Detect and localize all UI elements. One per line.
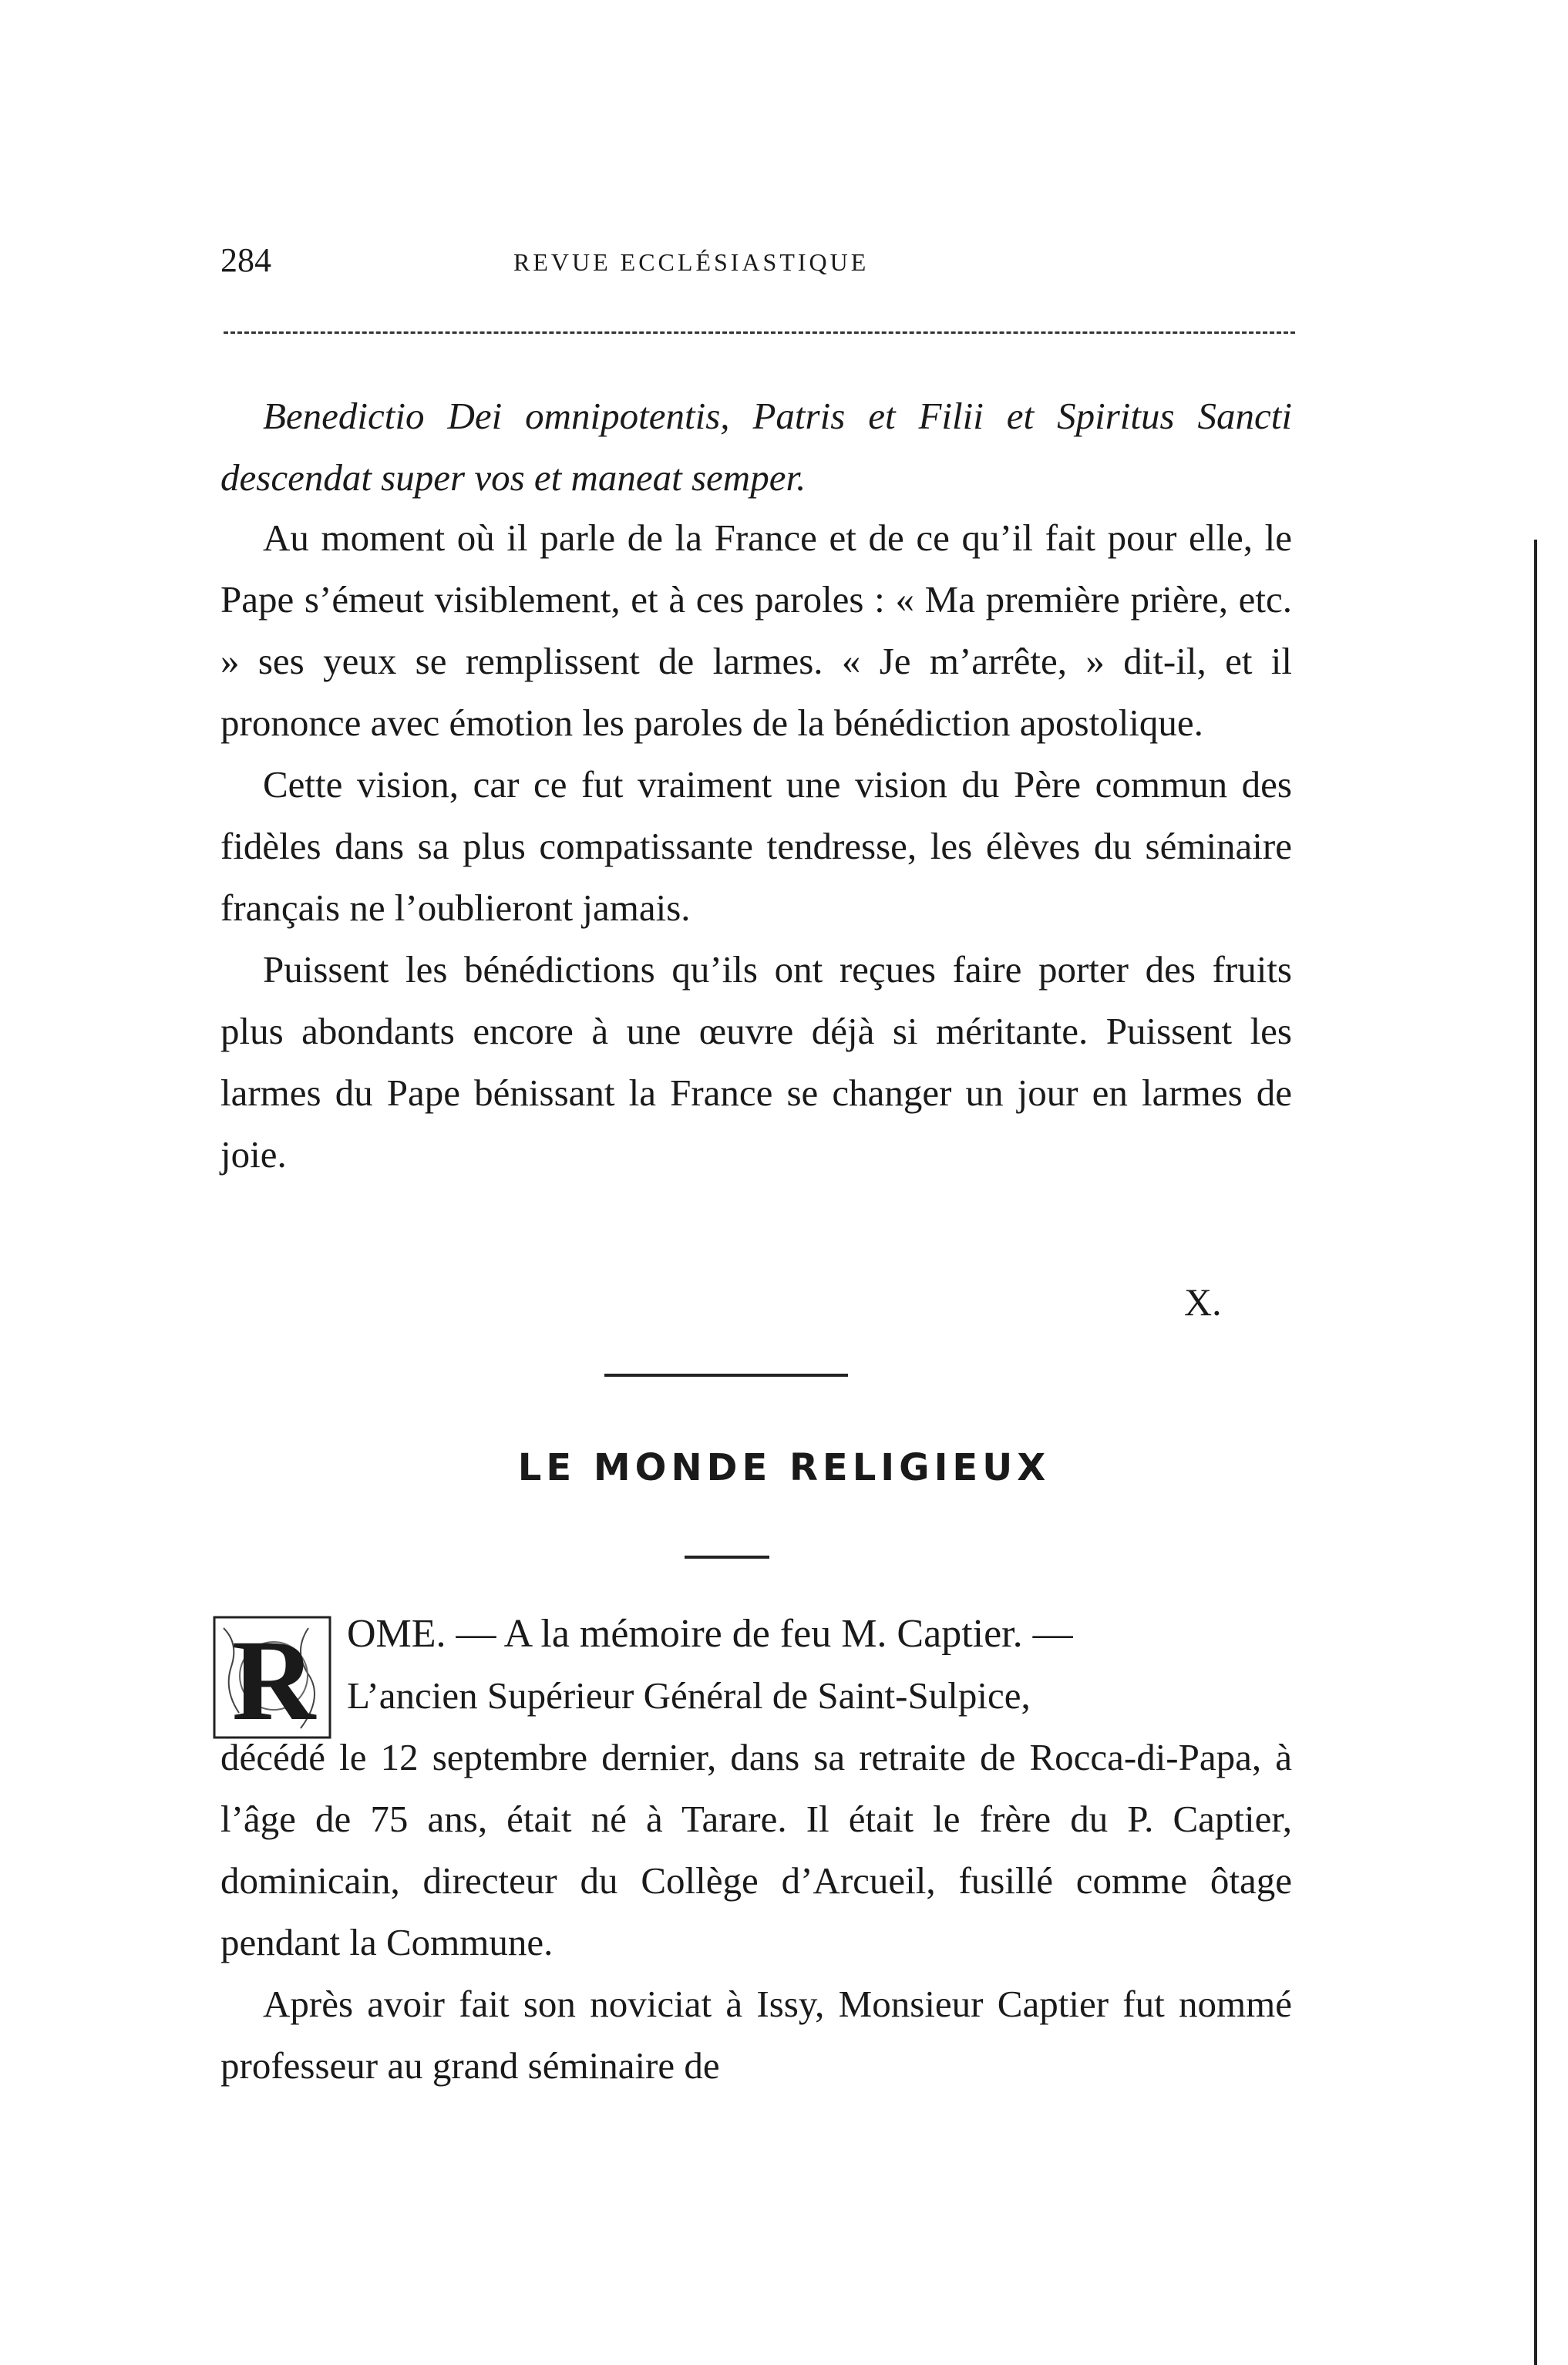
paragraph: Au moment où il parle de la France et de ce qu’il fait pour elle, le Pape s’émeut visiblement, et à ces paroles : « Ma première prière, etc. » ses yeux se remplissent de larmes. « Je m’arrête, » dit-il, et il prononce avec émotion les paroles de la bénédiction apostolique.	[220, 516, 1292, 744]
rome-paragraph-2: Après avoir fait son noviciat à Issy, Monsieur Captier fut nommé professeur au grand séminaire de	[220, 1983, 1292, 2087]
section-title: LE MONDE RELIGIEUX	[517, 1446, 1051, 1489]
running-head: REVUE ECCLÉSIASTIQUE	[513, 248, 870, 276]
section-divider	[604, 1374, 848, 1377]
rome-first-line: L’ancien Supérieur Général de Saint-Sulpice,	[347, 1674, 1031, 1717]
rome-article	[220, 1603, 1292, 2097]
page-header	[220, 241, 1300, 287]
rome-paragraph: décédé le 12 septembre dernier, dans sa retraite de Rocca-di-Papa, à l’âge de 75 ans, était né à Tarare. Il était le frère du P. Captier, dominicain, directeur du Collège d’Arcueil, fusillé comme ôtage pendant la Commune.	[220, 1736, 1292, 1963]
dropcap-letter: R	[231, 1616, 316, 1744]
header-rule	[224, 331, 1295, 334]
title-divider	[685, 1556, 769, 1559]
latin-blessing: Benedictio Dei omnipotentis, Patris et Filii et Spiritus Sancti descendat super vos et maneat semper.	[220, 395, 1292, 499]
page-edge-line	[1534, 540, 1537, 2365]
paragraph: Puissent les bénédictions qu’ils ont reçues faire porter des fruits plus abondants encore à une œuvre déjà si méritante. Puissent les larmes du Pape bénissant la France se changer un jour en larmes de joie.	[220, 948, 1292, 1176]
rome-heading: OME. — A la mémoire de feu M. Captier. —	[347, 1612, 1073, 1656]
page-number: 284	[220, 241, 271, 279]
paragraph: Cette vision, car ce fut vraiment une vision du Père commun des fidèles dans sa plus compatissante tendresse, les élèves du séminaire français ne l’oublieront jamais.	[220, 763, 1292, 929]
author-signature: X.	[1184, 1280, 1222, 1324]
article-body	[220, 507, 1292, 1186]
